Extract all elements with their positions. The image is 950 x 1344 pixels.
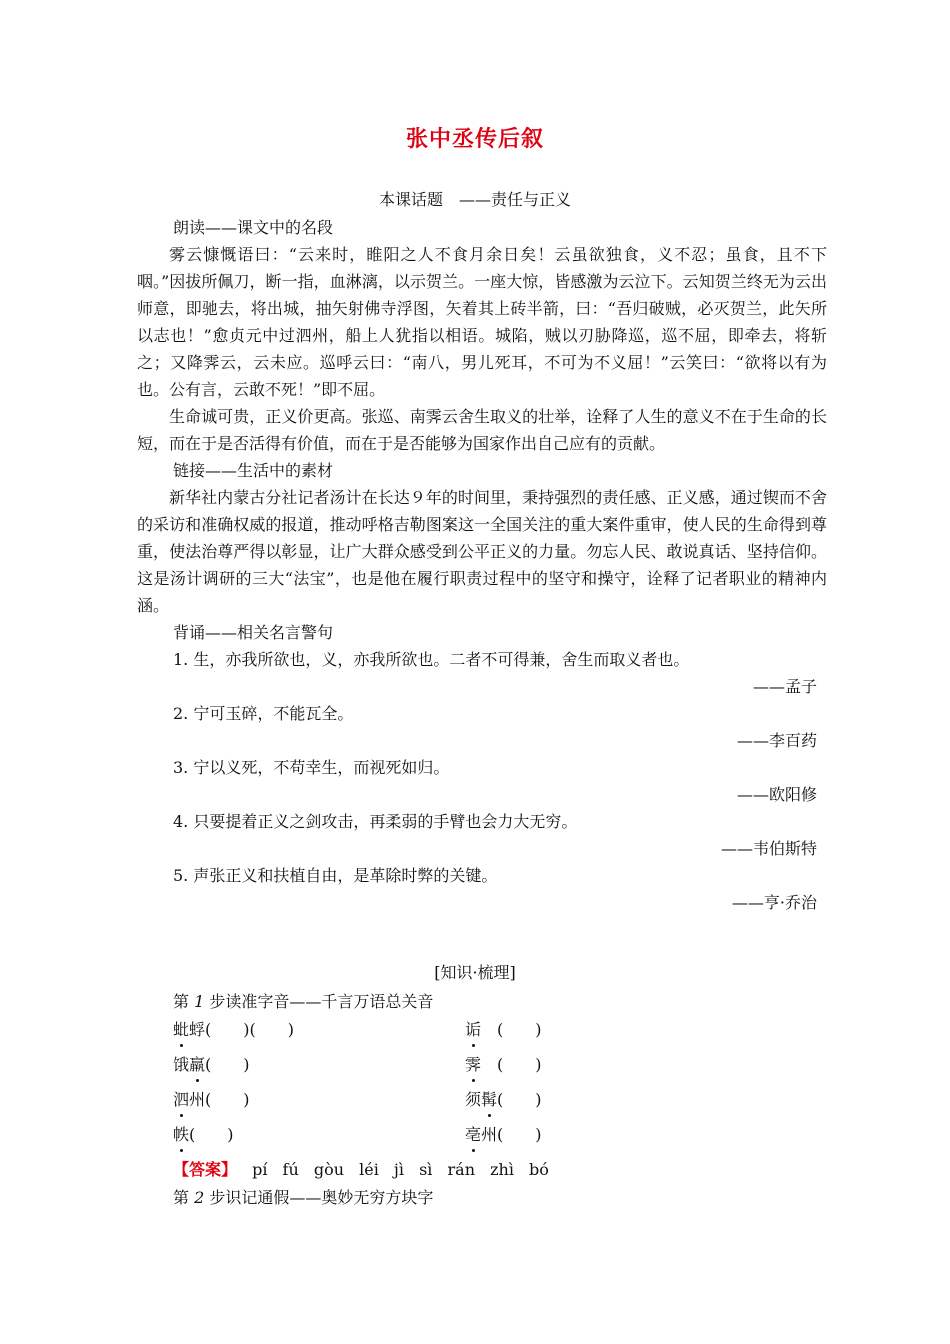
dotted-char: 帙: [173, 1122, 189, 1145]
answer-label: 【答案】: [173, 1160, 238, 1179]
step2-heading: [173, 1185, 433, 1208]
passage-commentary: 生命诚可贵，正义价更高。张巡、南霁云舍生取义的壮举，诠释了人生的意义不在于生命的长短，而在于是否活得有价值，而在于是否能够为国家作出自己应有的贡献。: [137, 407, 827, 453]
quote-text: 1. 生，亦我所欲也，义，亦我所欲也。二者不可得兼，舍生而取义者也。: [173, 650, 690, 669]
answer-blank: ( ): [481, 1020, 542, 1039]
dotted-char: 泗: [173, 1087, 189, 1110]
quote-source: ——欧阳修: [736, 785, 817, 804]
dotted-char: 霁: [465, 1052, 481, 1075]
step-prefix: 第: [173, 1188, 195, 1207]
step-number: 1: [194, 992, 205, 1011]
section-heading-link: 链接——生活中的素材: [173, 461, 334, 480]
vocab-item: [173, 1052, 250, 1075]
answer-blank: ( ): [481, 1055, 542, 1074]
answer-blank: ( ): [189, 1125, 234, 1144]
answer-blank: ( ): [205, 1090, 250, 1109]
step-text: 步识记通假——奥妙无穷方块字: [204, 1188, 434, 1207]
vocab-item: [465, 1017, 542, 1040]
main-content: [137, 214, 827, 916]
step1-heading: [173, 989, 433, 1012]
dotted-char: 羸: [189, 1052, 205, 1075]
vocab-item: [465, 1087, 542, 1110]
quote-text: 5. 声张正义和扶植自由，是革除时弊的关键。: [173, 866, 498, 885]
answer-line: [173, 1157, 549, 1180]
plain-char: 饿: [173, 1055, 190, 1074]
plain-char: 蜉: [189, 1020, 206, 1039]
vocab-item: [173, 1017, 294, 1040]
lesson-topic: 本课话题 ——责任与正义: [378, 190, 571, 209]
quote-source: ——李百药: [736, 731, 817, 750]
quote-source: ——亨·乔治: [731, 893, 817, 912]
dotted-char: 髯: [481, 1087, 497, 1110]
dotted-char: 亳: [465, 1122, 481, 1145]
page-title: 张中丞传后叙: [405, 127, 544, 152]
dotted-char: 蚍: [173, 1017, 189, 1040]
vocab-item: [465, 1122, 542, 1145]
quote-text: 4. 只要提着正义之剑攻击，再柔弱的手臂也会力大无穷。: [173, 812, 578, 831]
quote-text: 3. 宁以义死，不苟幸生，而视死如归。: [173, 758, 450, 777]
answer-blank: ( ): [497, 1125, 542, 1144]
vocab-item: [173, 1087, 250, 1110]
quote-source: ——韦伯斯特: [720, 839, 817, 858]
section-heading-reading: 朗读——课文中的名段: [173, 218, 334, 237]
step-prefix: 第: [173, 992, 195, 1011]
section-heading-recite: 背诵——相关名言警句: [173, 623, 334, 642]
passage-material: 新华社内蒙古分社记者汤计在长达９年的时间里，秉持强烈的责任感、正义感，通过锲而不舍的采访和准确权威的报道，推动呼格吉勒图案这一全国关注的重大案件重审，使人民的生命得到尊重，使法治尊严得以彰显，让广大群众感受到公平正义的力量。勿忘人民、敢说真话、坚持信仰。这是汤计调研的三大“法宝”，也是他在履行职责过程中的坚守和操守，诠释了记者职业的精神内涵。: [137, 488, 827, 615]
plain-char: 州: [189, 1090, 206, 1109]
step-number: 2: [194, 1188, 205, 1207]
plain-char: 州: [481, 1125, 498, 1144]
vocab-item: [173, 1122, 234, 1145]
step-text: 步读准字音——千言万语总关音: [204, 992, 434, 1011]
answer-pinyin: pí fú gòu léi jì sì rán zhì bó: [252, 1160, 549, 1179]
knowledge-heading: [知识·梳理]: [434, 963, 516, 982]
answer-blank: ( ): [205, 1055, 250, 1074]
answer-blank: ( ): [497, 1090, 542, 1109]
quote-source: ——孟子: [752, 677, 817, 696]
vocab-item: [465, 1052, 542, 1075]
passage-excerpt: 雾云慷慨语曰：“云来时，睢阳之人不食月余日矣！云虽欲独食，义不忍；虽食，且不下咽。”因拔所佩刀，断一指，血淋漓，以示贺兰。一座大惊，皆感激为云泣下。云知贺兰终无为云出师意，即驰去，将出城，抽矢射佛寺浮图，矢着其上砖半箭，曰：“吾归破贼，必灭贺兰，此矢所以志也！”愈贞元中过泗州，船上人犹指以相语。城陷，贼以刃胁降巡，巡不屈，即牵去，将斩之；又降霁云，云未应。巡呼云曰：“南八，男儿死耳，不可为不义屈！”云笑曰：“欲将以有为也。公有言，云敢不死！”即不屈。: [137, 245, 827, 399]
answer-blank: ( )( ): [205, 1020, 295, 1039]
quote-text: 2. 宁可玉碎，不能瓦全。: [173, 704, 354, 723]
plain-char: 须: [465, 1090, 482, 1109]
dotted-char: 诟: [465, 1017, 481, 1040]
